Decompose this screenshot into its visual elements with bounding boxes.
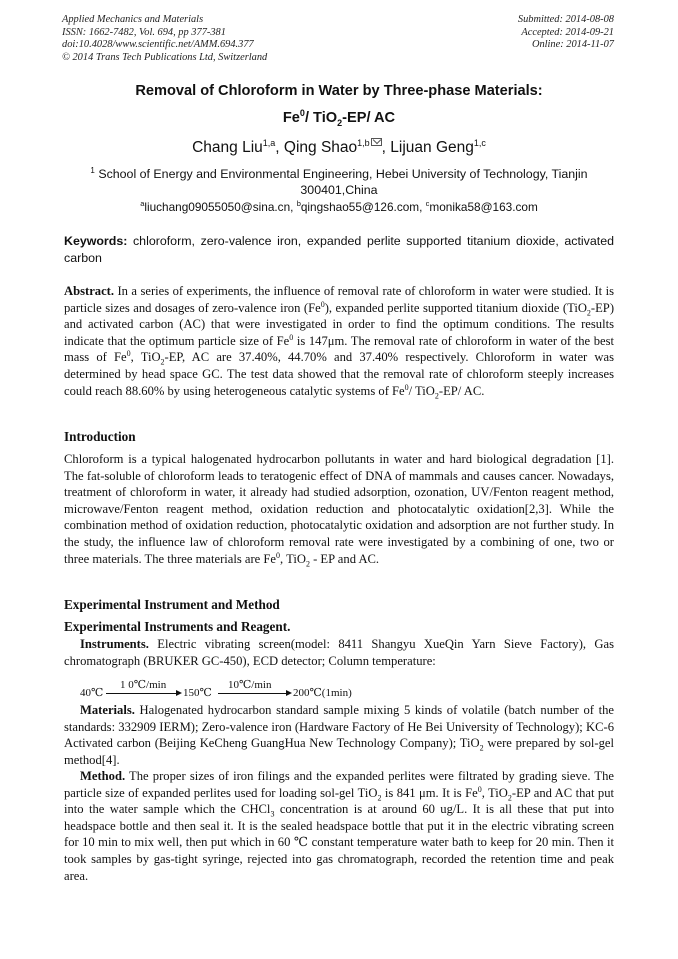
- rate-1: 1 0℃/min: [120, 679, 167, 691]
- temp-end: 200℃(1min): [293, 687, 352, 699]
- author-emails: $^a$liuchang09055050@sina.cn, $^b$qingshao55@126.com, $^c$monika58@163.com: [140, 199, 538, 214]
- keywords-label: Keywords:: [64, 234, 128, 248]
- paper-title: [64, 80, 614, 134]
- keywords: Keywords: chloroform, zero-valence iron, expanded perlite supported titanium dioxide, activated carbon: [64, 234, 614, 265]
- submitted-date: Submitted: 2014-08-08: [517, 14, 614, 25]
- author-2: , Qing Shao: [275, 139, 358, 157]
- title-line-1: Removal of Chloroform in Water by Three-phase Materials:: [135, 83, 543, 99]
- email-c[interactable]: monika58@163.com: [429, 199, 538, 214]
- introduction-heading: Introduction: [64, 429, 136, 444]
- abstract-label: Abstract.: [64, 284, 115, 298]
- arrow-icon: [176, 690, 182, 696]
- copyright-line: © 2014 Trans Tech Publications Ltd, Switzerland: [62, 51, 268, 63]
- issn-line: ISSN: 1662-7482, Vol. 694, pp 377-381: [62, 26, 226, 38]
- journal-name: Applied Mechanics and Materials: [62, 14, 204, 25]
- email-a[interactable]: liuchang09055050@sina.cn,: [144, 199, 297, 214]
- method-paragraph: Method. The proper sizes of iron filings and the expanded perlites were filtrated by grading sieve. The particle size of expanded perlites used for loading sol-gel TiO$_2$ is 841 μm. It is Fe$^0$, TiO$_2$-EP and AC that put into the water sample which the CHCl$_3$ concentration is at around 60 ug/L. It is all these that put into headspace bottle and then seal it. It is the sealed headspace bottle that put it in the electric vibrating screen for 10 min to mix well, then put which in 60 ℃ constant temperature water bath to keep for 20 min. Then it took samples by gas-tight syringe, rejected into gas chromatograph, recorded the retention time and peak area.: [64, 769, 614, 883]
- temperature-program: [80, 680, 440, 702]
- doi-line: doi:10.4028/www.scientific.net/AMM.694.377: [62, 39, 254, 50]
- author-3: , Lijuan Geng: [381, 139, 474, 157]
- journal-info: [62, 14, 267, 64]
- abstract: Abstract. In a series of experiments, the influence of removal rate of chloroform in water were studied. It is particle sizes and dosages of zero-valence iron (Fe$^0$), expanded perlite supported titanium dioxide (TiO$_2$-EP) and activated carbon (AC) that were investigated in order to find the optimum conditions. The results indicate that the optimum particle size of Fe$^0$ is 147μm. The removal rate of chloroform in water of the best mass of Fe$^0$, TiO$_2$-EP, AC are 37.40%, 44.70% and 37.40% respectively. Chloroform in water was determined by head space GC. The test data showed that the removal rate of chloroform steeply increases could reach 88.60% by using heterogeneous catalytic systems of Fe$^0$/ TiO$_2$-EP/ AC.: [64, 284, 615, 401]
- email-b[interactable]: qingshao55@126.com,: [300, 199, 426, 214]
- accepted-date: Accepted: 2014-09-21: [521, 26, 614, 38]
- rate-2: 10℃/min: [228, 679, 272, 691]
- materials-paragraph: Materials. Halogenated hydrocarbon standard sample mixing 5 kinds of volatile (batch number of the standards: 332909 IERM); Zero-valence iron (Hardware Factory of He Bei University of Technology); KC-6 Activated carbon (Beijing KeCheng GuangHua New Technology Company); TiO$_2$ were prepared by sol-gel method[4].: [64, 703, 614, 767]
- author-1: Chang Liu: [192, 139, 263, 157]
- instruments-paragraph: Instruments. Electric vibrating screen(model: 8411 Shangyu XueQin Yarn Sieve Factory), Gas chromatograph (BRUKER GC-450), ECD detector; Column temperature:: [64, 637, 614, 668]
- title-line-2: Fe$^0$/ TiO$_2$-EP/ AC: [282, 108, 396, 128]
- arrow-icon: [286, 690, 292, 696]
- submission-dates: [518, 14, 614, 52]
- method-heading: Experimental Instrument and Method: [64, 597, 280, 612]
- envelope-icon: [371, 138, 382, 146]
- online-date: Online: 2014-11-07: [531, 39, 614, 50]
- temp-mid: 150℃: [183, 687, 212, 699]
- temp-start: 40℃: [80, 687, 104, 699]
- affiliation: $^1$ School of Energy and Environmental Engineering, Hebei University of Technology, Tianjin 300401,China: [90, 166, 588, 198]
- method-subheading: Experimental Instruments and Reagent.: [64, 619, 291, 634]
- author-list: Chang Liu$^{1,a}$, Qing Shao$^{1,b}$ , Lijuan Geng$^{1,c}$: [192, 138, 486, 157]
- introduction-body: Chloroform is a typical halogenated hydrocarbon pollutants in water and hard biological degradation [1]. The fat-soluble of chloroform leads to teratogenic effect of DNA of mammals and causes cancer. Nowadays, treatment of chloroform in water, it already had studied adsorption, ozonation, UV/Fenton reagent method, microwave/Fenton reagent method, oxidation reduction and photocatalytic oxidation[2,3]. While the combination method of oxidation reduction, photocatalytic oxidation and adsorption are not further study. In the study, the influence law of chloroform removal rate were investigated by a combining of one, two or three materials. The three materials are Fe$^0$, TiO$_2$ - EP and AC.: [64, 452, 614, 569]
